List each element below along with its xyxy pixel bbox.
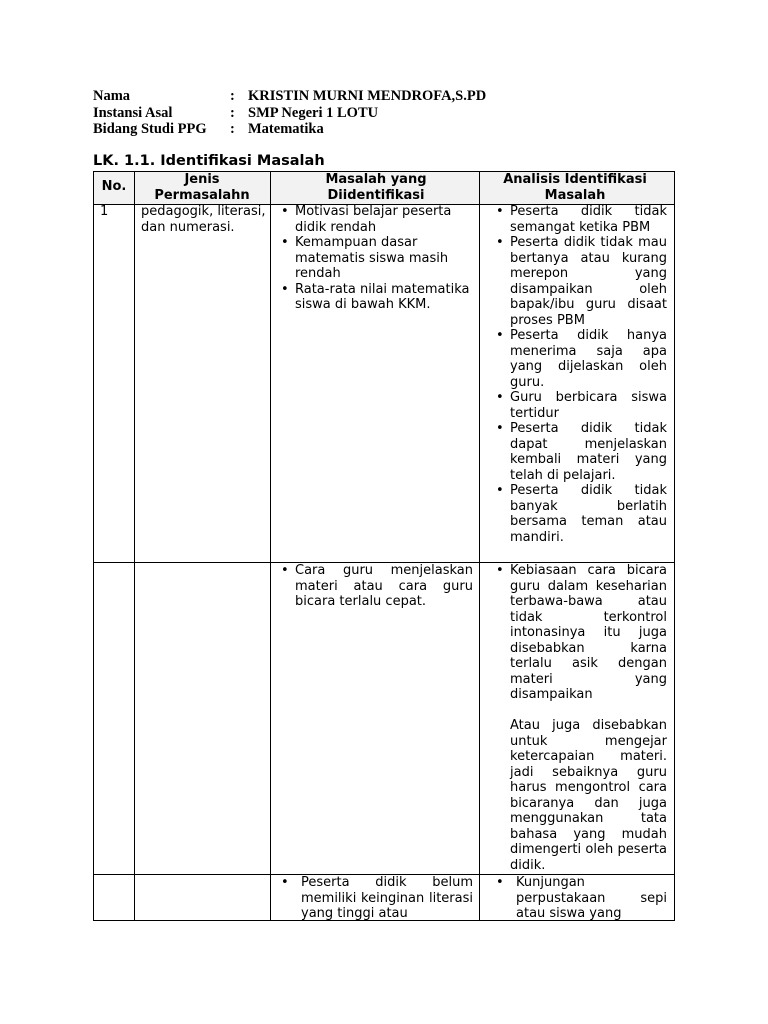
list-item: • Kemampuan dasar matematis siswa masih rendah [279,235,473,282]
list-item: • Peserta didik tidak mau bertanya atau kurang merepon yang disampaikan oleh bapak/ibu guru disaat proses PBM [494,235,667,328]
info-value: Matematika [248,121,324,137]
info-value: KRISTIN MURNI MENDROFA,S.PD [248,88,487,104]
table-border [93,920,675,921]
info-row-instansi [93,105,486,122]
list-item: • Guru berbicara siswa tertidur [494,390,667,421]
table-border [479,171,480,921]
list-item: • Motivasi belajar peserta didik rendah [279,204,473,235]
info-label: Bidang Studi PPG [93,121,207,137]
header-no: No. [101,179,127,194]
section-title: LK. 1.1. Identifikasi Masalah [93,153,325,169]
header-analisis: Analisis Identifikasi Masalah [503,172,647,203]
info-row-nama [93,88,486,105]
list-item: • Rata-rata nilai matematika siswa di bawah KKM. [279,282,473,313]
row3-masalah-list [279,875,473,920]
info-colon: : [230,104,235,121]
info-colon: : [230,88,235,104]
table-border [93,171,94,921]
header-jenis: Jenis Permasalahn [154,172,250,203]
info-row-bidang-studi [93,121,486,138]
row2-masalah-list [279,563,473,610]
table-border [270,171,271,921]
info-label: Instansi Asal [93,104,173,121]
table-border [674,171,675,921]
info-colon: : [230,121,235,137]
row1-no: 1 [100,204,109,219]
header-masalah: Masalah yang Diidentifikasi [325,172,427,203]
info-value: SMP Negeri 1 LOTU [248,104,379,121]
list-item: • Kebiasaan cara bicara guru dalam keseharian terbawa-bawa atau tidak terkontrol intonasinya itu juga disebabkan karna terlalu asik dengan materi yang disampaikan [494,563,667,703]
list-item: • Peserta didik hanya menerima saja apa yang dijelaskan oleh guru. [494,328,667,390]
list-item: • Cara guru menjelaskan materi atau cara guru bicara terlalu cepat. [279,563,473,610]
info-label: Nama [93,88,131,104]
row1-jenis: pedagogik, literasi, dan numerasi. [141,204,266,235]
list-item: • Peserta didik tidak banyak berlatih bersama teman atau mandiri. [494,483,667,545]
row2-analisis-list [494,563,667,703]
list-item: • Kunjungan perpustakaan sepi atau siswa yang [494,875,667,920]
row2-analisis-continuation: Atau juga disebabkan untuk mengejar ketercapaian materi. jadi sebaiknya guru harus mengontrol cara bicaranya dan juga menggunakan tata bahasa yang mudah dimengerti oleh peserta didik. [510,718,667,873]
row1-masalah-list [279,204,473,313]
list-item: • Peserta didik tidak semangat ketika PBM [494,204,667,235]
identity-block [93,88,486,138]
row1-analisis-list [494,204,667,545]
list-item: • Peserta didik belum memiliki keinginan literasi yang tinggi atau [279,875,473,920]
row3-analisis-list [494,875,667,920]
table-border [134,171,135,921]
list-item: • Peserta didik tidak dapat menjelaskan kembali materi yang telah di pelajari. [494,421,667,483]
